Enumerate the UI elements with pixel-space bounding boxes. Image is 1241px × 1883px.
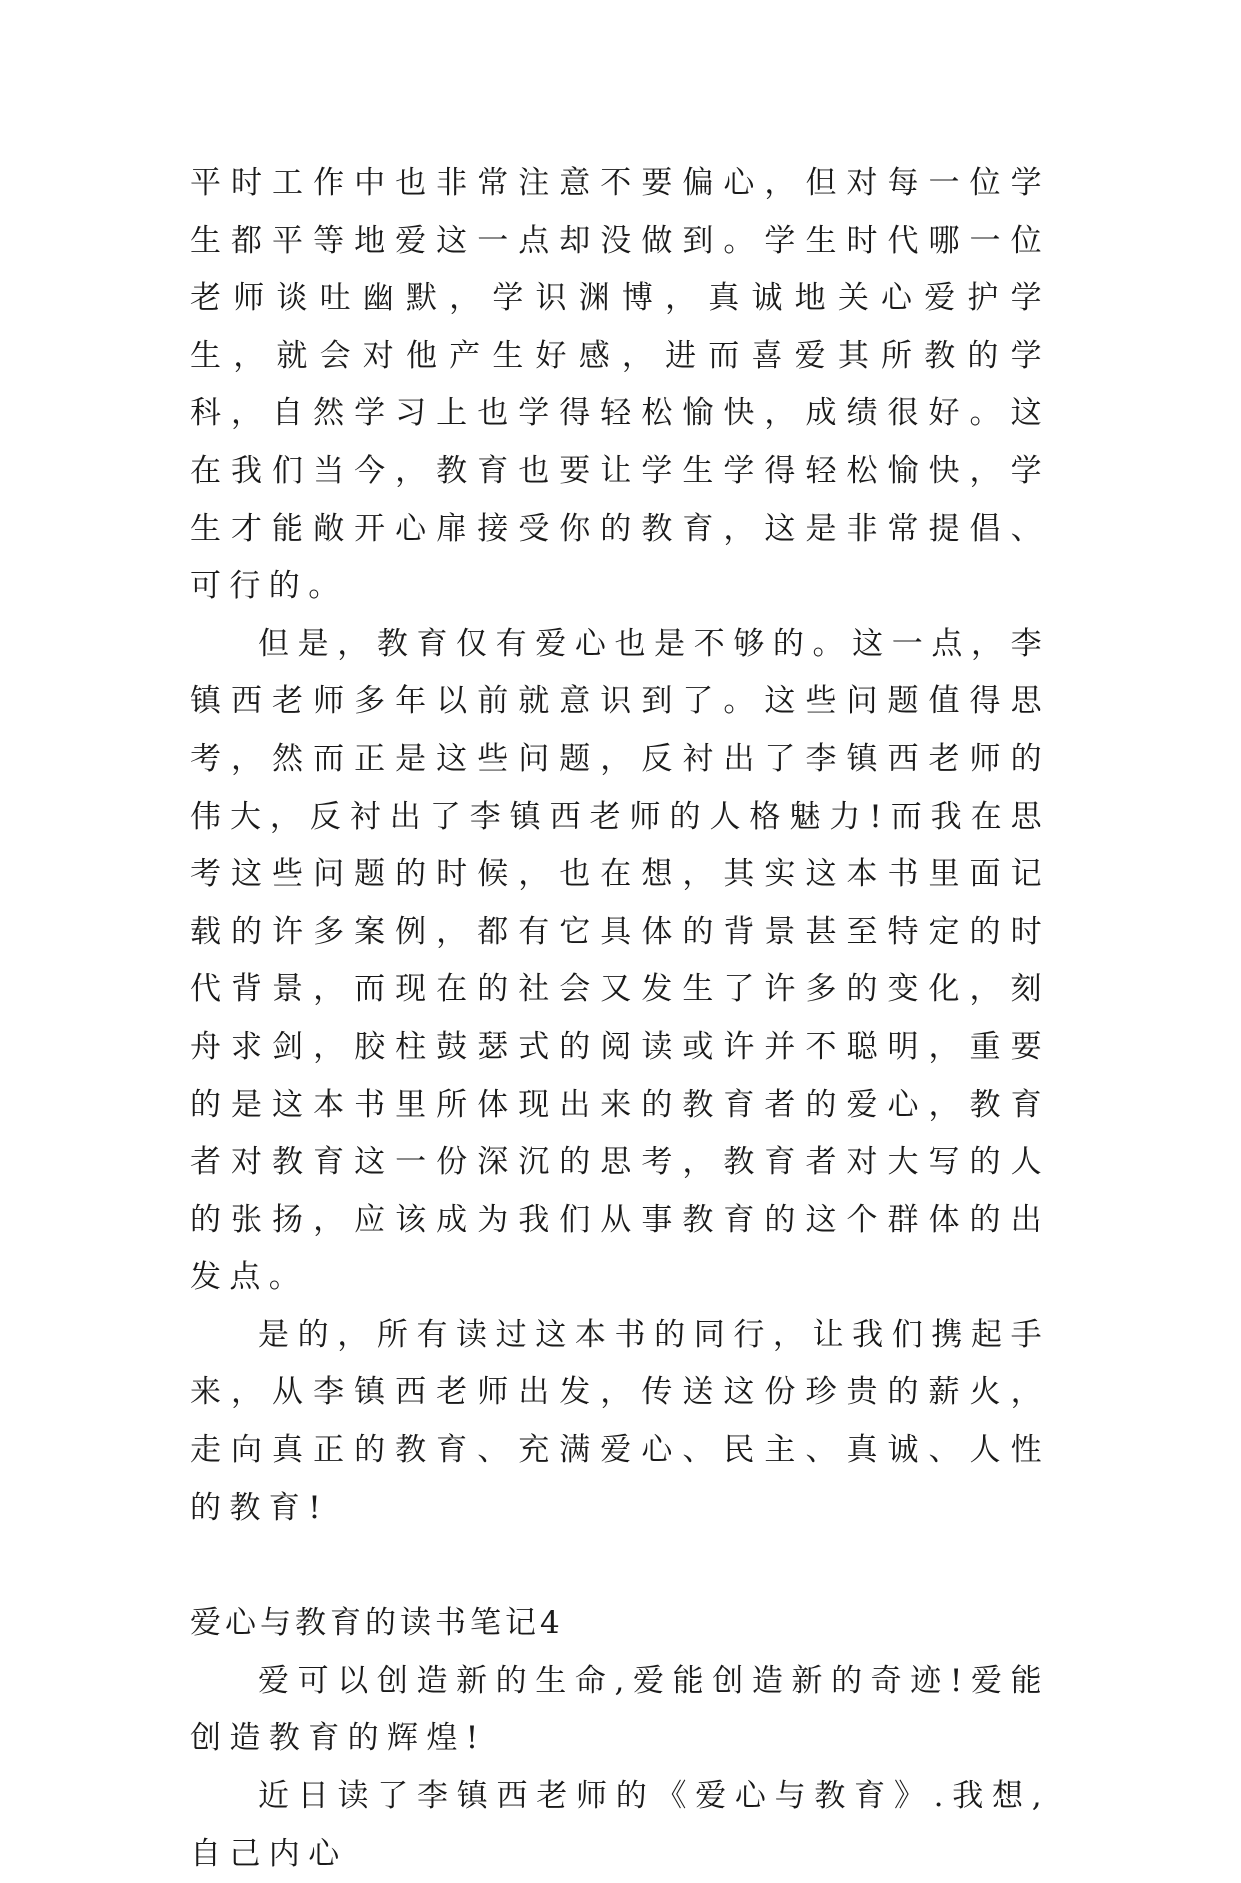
body-paragraph: 平时工作中也非常注意不要偏心，但对每一位学生都平等地爱这一点却没做到。学生时代哪一位老师谈吐幽默，学识渊博，真诚地关心爱护学生，就会对他产生好感，进而喜爱其所教的学科，自然学习上也学得轻松愉快，成绩很好。这在我们当今，教育也要让学生学得轻松愉快，学生才能敞开心扉接受你的教育，这是非常提倡、可行的。 (190, 165, 1050, 605)
document-page (190, 155, 1050, 1883)
body-paragraph: 是的，所有读过这本书的同行，让我们携起手来，从李镇西老师出发，传送这份珍贵的薪火，走向真正的教育、充满爱心、民主、真诚、人性的教育! (190, 1316, 1050, 1526)
body-paragraph: 但是，教育仅有爱心也是不够的。这一点，李镇西老师多年以前就意识到了。这些问题值得思考，然而正是这些问题，反衬出了李镇西老师的伟大，反衬出了李镇西老师的人格魅力!而我在思考这些问题的时候，也在想，其实这本书里面记载的许多案例，都有它具体的背景甚至特定的时代背景，而现在的社会又发生了许多的变化，刻舟求剑，胶柱鼓瑟式的阅读或许并不聪明，重要的是这本书里所体现出来的教育者的爱心，教育者对教育这一份深沉的思考，教育者对大写的人的张扬，应该成为我们从事教育的这个群体的出发点。 (190, 625, 1050, 1296)
section-spacer (190, 1537, 1050, 1595)
body-paragraph: 近日读了李镇西老师的《爱心与教育》.我想,自己内心 (190, 1778, 1050, 1872)
section-title: 爱心与教育的读书笔记4 (190, 1605, 564, 1642)
body-paragraph: 爱可以创造新的生命,爱能创造新的奇迹!爱能创造教育的辉煌! (190, 1662, 1050, 1757)
